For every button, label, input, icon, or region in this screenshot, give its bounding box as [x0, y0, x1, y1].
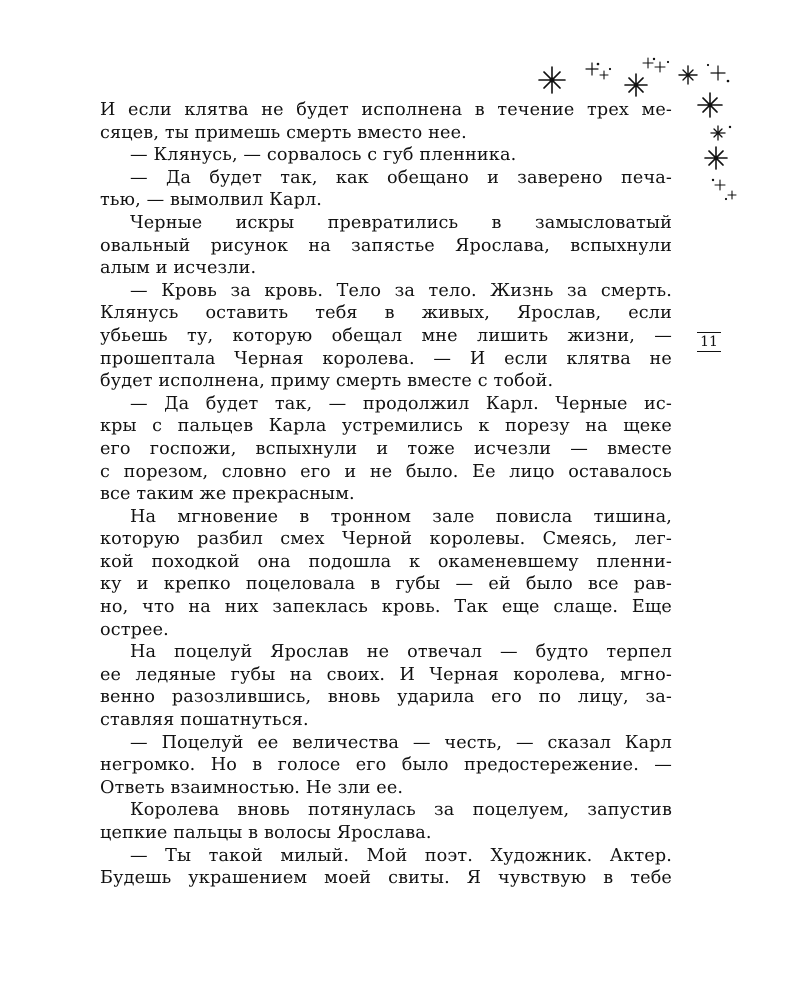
text-line: Черные искры превратились в замысловатый — [130, 212, 672, 233]
text-line: ставляя пошатнуться. — [100, 710, 309, 731]
text-line: алым и исчезли. — [100, 258, 257, 279]
text-line: его госпожи, вспыхнули и тоже исчезли — вместе — [100, 438, 672, 459]
text-line: тью, — вымолвил Карл. — [100, 190, 323, 211]
text-line: будет исполнена, приму смерть вместе с тобой. — [100, 371, 554, 392]
text-line: острее. — [100, 619, 169, 640]
page-number: 11 — [697, 332, 721, 352]
text-line: с порезом, словно его и не было. Ее лицо оставалось — [100, 461, 672, 482]
text-line: На мгновение в тронном зале повисла тишина, — [130, 506, 672, 527]
text-line: которую разбил смех Черной королевы. Смеясь, лег- — [100, 529, 672, 550]
text-line: На поцелуй Ярослав не отвечал — будто терпел — [130, 642, 672, 663]
text-line: — Клянусь, — сорвалось с губ пленника. — [130, 145, 517, 166]
text-line: венно разозлившись, вновь ударила его по лицу, за- — [100, 687, 672, 708]
text-line: Королева вновь потянулась за поцелуем, запустив — [130, 800, 672, 821]
text-line: но, что на них запеклась кровь. Так еще слаще. Еще — [100, 597, 672, 618]
text-line: Ответь взаимностью. Не зли ее. — [100, 777, 404, 798]
text-line: прошептала Черная королева. — И если клятва не — [100, 348, 672, 369]
text-line: — Да будет так, как обещано и заверено печа- — [130, 167, 672, 188]
text-line: все таким же прекрасным. — [100, 484, 355, 505]
text-line: — Кровь за кровь. Тело за тело. Жизнь за смерть. — [130, 280, 672, 301]
text-line: — Поцелуй ее величества — честь, — сказал Карл — [130, 732, 672, 753]
body-text — [100, 99, 672, 890]
text-line: кры с пальцев Карла устремились к порезу на щеке — [100, 416, 672, 437]
text-line: И если клятва не будет исполнена в течение трех ме- — [100, 100, 672, 120]
text-line: Будешь украшением моей свиты. Я чувствую в тебе — [100, 868, 672, 889]
text-line: сяцев, ты примешь смерть вместо нее. — [100, 122, 467, 143]
text-line: убьешь ту, которую обещал мне лишить жизни, — — [100, 325, 672, 346]
text-line: цепкие пальцы в волосы Ярослава. — [100, 823, 432, 843]
text-line: ку и крепко поцеловала в губы — ей было все рав- — [100, 574, 672, 595]
text-line: овальный рисунок на запястье Ярослава, вспыхнули — [100, 235, 672, 256]
text-line: Клянусь оставить тебя в живых, Ярослав, если — [100, 303, 672, 324]
text-line: — Да будет так, — продолжил Карл. Черные ис- — [130, 393, 672, 414]
text-line: — Ты такой милый. Мой поэт. Художник. Актер. — [130, 845, 672, 866]
text-line: негромко. Но в голосе его было предостережение. — — [100, 755, 672, 776]
text-line: кой походкой она подошла к окаменевшему пленни- — [100, 551, 672, 572]
text-line: ее ледяные губы на своих. И Черная королева, мгно- — [100, 664, 672, 685]
